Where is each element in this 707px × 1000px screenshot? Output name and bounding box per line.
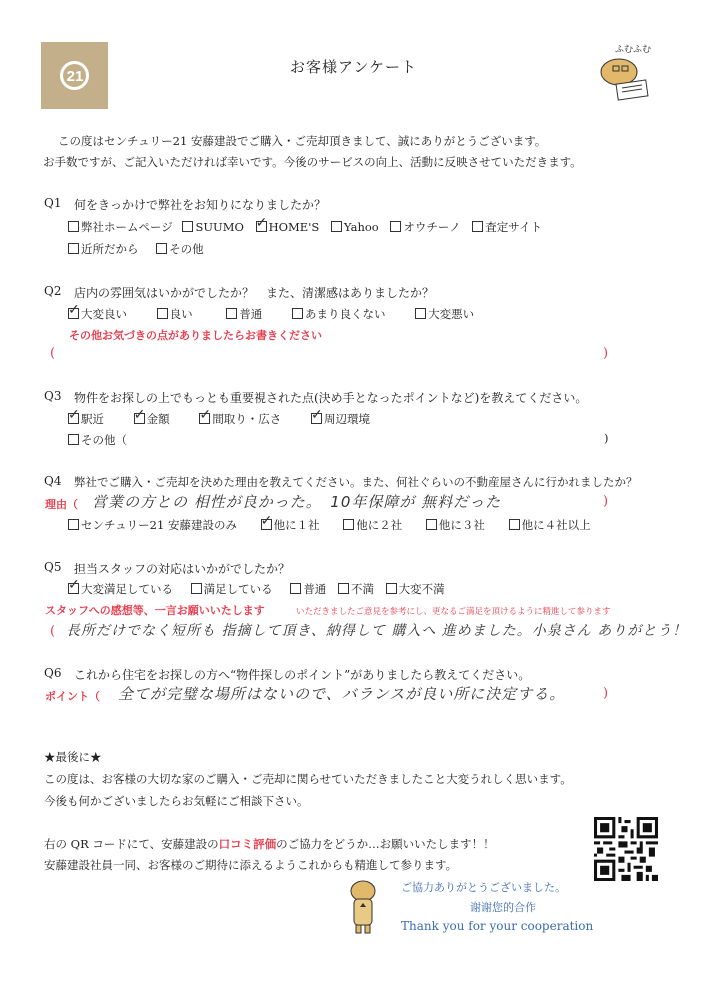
option-label: 大変悪い — [428, 307, 475, 321]
q4-option[interactable] — [68, 517, 237, 533]
logo-text: 21 — [66, 68, 84, 85]
qr-line-pre: 右の QR コードにて、安藤建設の — [44, 837, 219, 851]
checkbox[interactable] — [338, 583, 349, 594]
q1-option[interactable] — [68, 241, 139, 257]
checkbox-checked[interactable] — [68, 583, 79, 594]
checkbox[interactable] — [386, 583, 397, 594]
checkbox[interactable] — [331, 221, 342, 232]
checkbox[interactable] — [292, 308, 303, 319]
mascot-caption: ふむふむ — [615, 45, 652, 55]
q2-paren-close: ) — [603, 346, 609, 361]
q6-answer[interactable]: 全てが完璧な場所はないので、バランスが良い所に決定する。 — [118, 685, 566, 703]
option-label: 近所だから — [81, 242, 139, 256]
q1-option[interactable] — [390, 219, 460, 235]
q3-paren-close: ) — [604, 431, 609, 445]
q2-option[interactable] — [226, 306, 262, 322]
q3-other[interactable] — [68, 432, 127, 448]
q4-paren-close: ) — [603, 494, 609, 509]
closing-line-2: 今後も何かございましたらお気軽にご相談下さい。 — [44, 794, 309, 808]
option-label: 駅近 — [81, 412, 104, 426]
q2-note: その他お気づきの点がありましたらお書きください — [69, 329, 322, 342]
q3-option[interactable] — [68, 411, 104, 427]
mascot-reading — [587, 42, 665, 102]
closing-header: ★最後に★ — [44, 750, 102, 764]
intro-line-2: お手数ですが、ご記入いただければ幸いです。今後のサービスの向上、活動に反映させていただきます。 — [43, 155, 582, 169]
checkbox[interactable] — [68, 519, 79, 530]
qr-code-icon[interactable] — [594, 817, 658, 881]
q3-option[interactable] — [199, 411, 281, 427]
q4-reason-label: 理由（ — [45, 498, 78, 511]
q4-reason-answer[interactable]: 営業の方との 相性が良かった。 10年保障が 無料だった — [92, 493, 502, 511]
q2-option[interactable] — [415, 306, 474, 322]
option-label: センチュリー21 安藤建設のみ — [81, 518, 237, 532]
q6-number: Q6 — [44, 666, 62, 680]
thanks-english: Thank you for your cooperation — [401, 919, 594, 933]
q6-label: ポイント（ — [45, 690, 100, 703]
checkbox-checked[interactable] — [68, 308, 79, 319]
q3-option[interactable] — [311, 411, 370, 427]
checkbox[interactable] — [390, 221, 401, 232]
q1-options-row2 — [68, 241, 218, 257]
q1-option[interactable] — [68, 219, 173, 235]
q5-question: 担当スタッフの対応はいかがでしたか？ — [74, 562, 291, 576]
qr-request-line — [44, 836, 495, 852]
option-label: 他に１社 — [273, 518, 320, 532]
q1-option[interactable] — [256, 220, 320, 234]
q5-number: Q5 — [44, 560, 62, 574]
option-label: 弊社ホームページ — [81, 220, 173, 234]
checkbox[interactable] — [415, 308, 426, 319]
q5-option[interactable] — [191, 581, 273, 597]
checkbox[interactable] — [68, 434, 79, 445]
q1-option[interactable] — [182, 220, 243, 234]
q4-options — [68, 517, 605, 533]
q3-question: 物件をお探しの上でもっとも重要視された点(決め手となったポイントなど)を教えてください。 — [74, 391, 588, 405]
q4-option[interactable] — [261, 517, 320, 533]
q2-paren-open: ( — [50, 346, 56, 361]
q6-question: これから住宅をお探しの方へ“物件探しのポイント”がありましたら教えてください。 — [74, 668, 531, 682]
checkbox-checked[interactable] — [134, 413, 145, 424]
option-label: 周辺環境 — [323, 412, 370, 426]
checkbox[interactable] — [226, 308, 237, 319]
q2-number: Q2 — [44, 284, 62, 298]
option-label: 他に３社 — [438, 518, 485, 532]
q4-option[interactable] — [509, 517, 591, 533]
checkbox-checked[interactable] — [311, 413, 322, 424]
option-label: 大変不満 — [398, 582, 445, 596]
q1-number: Q1 — [44, 196, 62, 210]
checkbox[interactable] — [182, 221, 193, 232]
q1-option[interactable] — [331, 220, 379, 234]
staff-line: 安藤建設社員一同、お客様のご期待に添えるようこれからも精進して参ります。 — [44, 858, 458, 872]
dog-mascot-bow-icon — [343, 877, 383, 935]
q2-options — [68, 306, 488, 322]
option-label: 満足している — [203, 582, 273, 596]
intro-line-1: この度はセンチュリー21 安藤建設でご購入・ご売却頂きまして、誠にありがとうございます。 — [58, 134, 547, 148]
checkbox[interactable] — [157, 308, 168, 319]
q2-question: 店内の雰囲気はいかがでしたか？ また、清潔感はありましたか？ — [74, 286, 435, 300]
checkbox[interactable] — [68, 221, 79, 232]
q2-option[interactable] — [292, 306, 386, 322]
checkbox[interactable] — [426, 519, 437, 530]
q4-question: 弊社でご購入・ご売却を決めた理由を教えてください。また、何社ぐらいの不動産屋さんに行かれましたか？ — [74, 475, 638, 489]
option-label: あまり良くない — [304, 307, 386, 321]
option-label: 他に４社以上 — [521, 518, 591, 532]
review-highlight: 口コミ評価 — [218, 837, 277, 851]
option-label: SUUMO — [195, 220, 244, 234]
q1-options-row1 — [68, 219, 556, 235]
q2-option[interactable] — [68, 306, 127, 322]
checkbox[interactable] — [509, 519, 520, 530]
option-label: 良い — [169, 307, 193, 321]
q5-note: スタッフへの感想等、一言お願いいたします — [45, 604, 265, 617]
closing-line-1: この度は、お客様の大切な家のご購入・ご売却に関らせていただきましたこと大変うれしく思います。 — [44, 772, 572, 786]
q5-paren-open: ( — [50, 624, 56, 639]
checkbox[interactable] — [156, 243, 167, 254]
q2-comment-field[interactable] — [62, 346, 597, 364]
q6-paren-close: ) — [603, 686, 609, 701]
option-label: Yahoo — [343, 220, 379, 234]
q3-options — [68, 411, 384, 427]
checkbox-checked[interactable] — [261, 519, 272, 530]
option-label: 他に２社 — [356, 518, 403, 532]
thanks-japanese: ご協力ありがとうございました。 — [401, 881, 566, 894]
option-label: 査定サイト — [485, 220, 542, 234]
checkbox[interactable] — [191, 583, 202, 594]
q5-option[interactable] — [338, 581, 374, 597]
qr-line-post: のご協力をどうか…お願いいたします！！ — [276, 837, 495, 851]
q1-question: 何をきっかけで弊社をお知りになりましたか？ — [74, 198, 327, 212]
option-label: 普通 — [303, 582, 327, 596]
option-label: 大変良い — [81, 307, 127, 321]
q3-option[interactable] — [134, 411, 170, 427]
q5-option[interactable] — [68, 581, 173, 597]
q5-option[interactable] — [386, 581, 445, 597]
q5-options — [68, 581, 459, 597]
q5-note-small: いただきましたご意見を参考にし、更なるご満足を頂けるように精進して参ります — [296, 607, 611, 617]
dog-mascot-icon — [587, 42, 665, 102]
checkbox-checked[interactable] — [256, 221, 267, 232]
checkbox-checked[interactable] — [199, 413, 210, 424]
checkbox-checked[interactable] — [68, 413, 79, 424]
option-label: 大変満足している — [81, 582, 173, 596]
checkbox[interactable] — [472, 221, 483, 232]
thanks-chinese: 谢谢您的合作 — [470, 901, 536, 914]
checkbox[interactable] — [68, 243, 79, 254]
option-label: HOME'S — [268, 220, 320, 234]
checkbox[interactable] — [343, 519, 354, 530]
q5-option[interactable] — [290, 581, 326, 597]
q2-option[interactable] — [157, 306, 193, 322]
option-label: 金額 — [146, 412, 170, 426]
q5-answer[interactable]: 長所だけでなく短所も 指摘して頂き、納得して 購入へ 進めました。小泉さん ありがとう！ — [66, 623, 688, 639]
option-label: その他（ — [81, 433, 127, 447]
checkbox[interactable] — [290, 583, 301, 594]
option-label: 不満 — [350, 582, 374, 596]
q3-number: Q3 — [44, 389, 62, 403]
option-label: その他 — [169, 242, 204, 256]
option-label: 間取り・広さ — [212, 412, 282, 426]
q4-option[interactable] — [343, 517, 402, 533]
page-title: お客様アンケート — [289, 58, 418, 76]
option-label: 普通 — [239, 307, 263, 321]
q4-number: Q4 — [44, 474, 62, 488]
q4-option[interactable] — [426, 517, 485, 533]
q1-option[interactable] — [156, 241, 204, 257]
q1-option[interactable] — [472, 219, 542, 235]
option-label: オウチーノ — [403, 220, 461, 234]
